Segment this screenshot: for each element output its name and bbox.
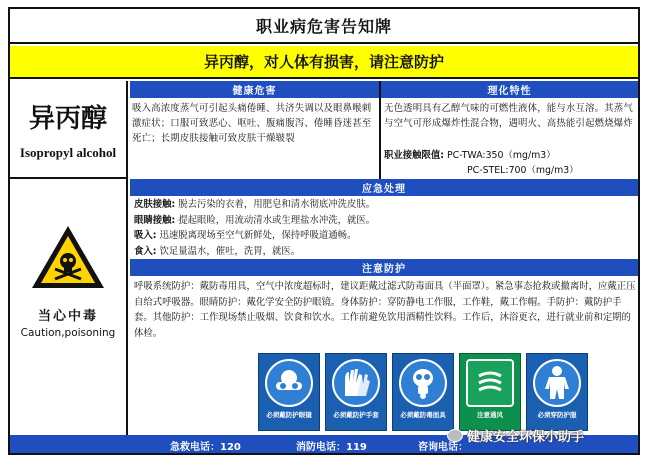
emergency-item: 食入: 饮足量温水，催吐，洗胃，就医。	[134, 245, 301, 257]
physchem-header: 理化特性	[381, 81, 638, 98]
emergency-phone: 急救电话：120	[170, 442, 241, 453]
health-hazard-text: 吸入高浓度蒸气可引起头痛倦睡、共济失调以及眼鼻喉刺激症状；口服可致恶心、呕吐、腹痛腹泻、倦睡昏迷甚至死亡；长期皮肤接触可致皮肤干燥皲裂	[132, 103, 372, 144]
consult-phone: 咨询电话：	[418, 442, 468, 453]
substance-en-name: Isopropyl alcohol	[19, 144, 117, 160]
board-title: 职业病危害告知牌	[10, 9, 638, 44]
ppe-sign-goggles: 必须戴防护眼镜	[258, 353, 320, 431]
emergency-item: 眼睛接触: 提起眼睑，用流动清水或生理盐水冲洗，就医。	[134, 214, 376, 226]
protection-text: 呼吸系统防护：戴防毒用具，空气中浓度超标时，建议距戴过滤式防毒面具（半面罩）。紧急事态抢救或撤离时，应戴正压自给式呼吸器。眼睛防护：戴化学安全防护眼镜。身体防护：穿防静电工作服，工作鞋，戴工作帽。手防护：戴防护手套。其他防护：工作现场禁止吸烟、饮食和饮水。工作前避免饮用酒精性饮料。工作后，沐浴更衣，进行就业前和定期的体检。	[134, 281, 636, 339]
limit-stel: PC-STEL:700（mg/m3）	[467, 165, 579, 176]
emergency-list	[134, 197, 636, 259]
substance-cn-name: 异丙醇	[28, 103, 107, 134]
ppe-sign-suit: 必须穿防护服	[526, 353, 588, 431]
substance-name-cell	[10, 81, 128, 179]
gas-mask-icon	[406, 366, 440, 400]
emergency-header: 应急处理	[130, 179, 638, 196]
emergency-item: 皮肤接触: 脱去污染的衣着，用肥皂和清水彻底冲洗皮肤。	[134, 199, 376, 210]
physchem-text: 无色透明具有乙醇气味的可燃性液体，能与水互溶。其蒸气与空气可形成爆炸性混合物，遇明火、高热能引起燃烧爆炸	[384, 103, 633, 129]
limit-label: 职业接触限值:	[384, 150, 444, 161]
hazard-notice-board	[8, 7, 640, 455]
exposure-limits	[384, 148, 636, 178]
protective-suit-icon	[540, 365, 574, 401]
caution-en-label: Caution,poisoning	[20, 327, 116, 339]
health-hazard-header: 健康危害	[130, 81, 379, 98]
poison-warning-icon	[29, 223, 107, 291]
limit-twa: PC-TWA:350（mg/m3）	[446, 150, 556, 161]
ppe-sign-row	[258, 353, 588, 435]
goggles-icon	[272, 368, 306, 398]
watermark	[447, 426, 584, 445]
gloves-icon	[339, 366, 373, 400]
fire-phone: 消防电话：119	[296, 442, 367, 453]
caution-cn-label: 当心中毒	[37, 309, 98, 324]
ppe-sign-ventilation: 注意通风	[459, 353, 521, 431]
warning-banner: 异丙醇，对人体有损害，请注意防护	[10, 46, 638, 79]
emergency-item: 吸入: 迅速脱离现场至空气新鲜处，保持呼吸道通畅。	[134, 230, 357, 241]
wechat-icon	[447, 429, 463, 442]
watermark-text: 健康安全环保小助手	[467, 430, 585, 445]
protection-header: 注意防护	[130, 259, 638, 276]
ventilation-icon	[473, 366, 507, 400]
ppe-sign-gloves: 必须戴防护手套	[325, 353, 387, 431]
ppe-sign-gas-mask: 必须戴防毒面具	[392, 353, 454, 431]
caution-sign-cell	[10, 179, 128, 435]
